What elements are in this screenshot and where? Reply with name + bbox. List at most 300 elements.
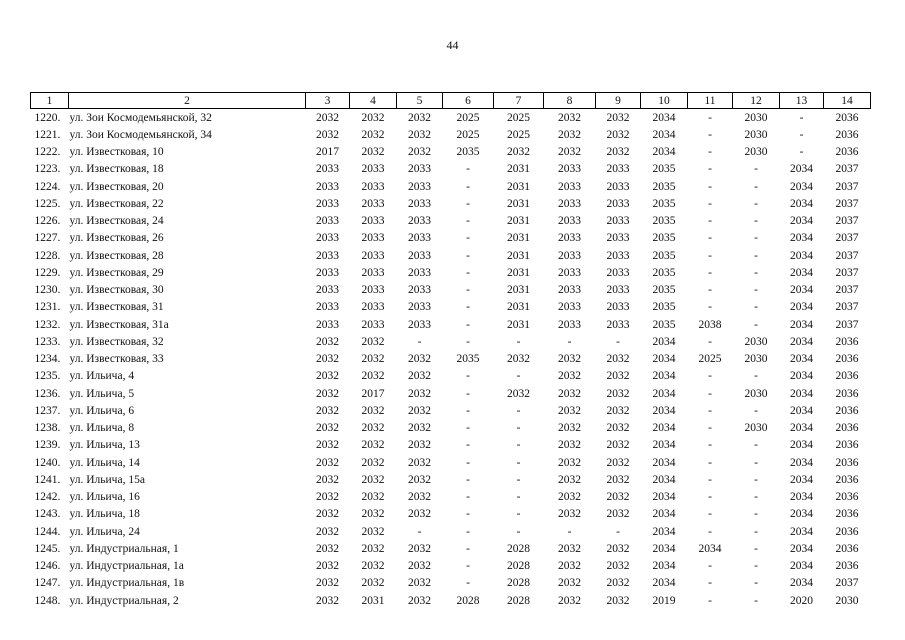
year-cell: 2035 xyxy=(652,163,676,176)
year-cell: - xyxy=(616,525,620,538)
year-cell: - xyxy=(466,456,470,469)
year-cell: 2032 xyxy=(361,542,385,555)
year-cell: 2032 xyxy=(361,439,385,452)
address-cell: ул. Ильича, 15а xyxy=(69,473,145,486)
column-header-10: 10 xyxy=(641,93,688,109)
row-number-cell: 1240. xyxy=(34,456,61,469)
year-cell: 2032 xyxy=(361,456,385,469)
year-cell: 2036 xyxy=(835,370,859,383)
year-cell: 2033 xyxy=(606,318,630,331)
year-cell: - xyxy=(754,318,758,331)
year-cell: 2037 xyxy=(835,197,859,210)
year-cell: 2019 xyxy=(652,594,676,607)
address-cell: ул. Известковая, 31а xyxy=(69,318,169,331)
year-cell: 2032 xyxy=(408,353,431,366)
column-header-8: 8 xyxy=(544,93,596,109)
year-cell: 2033 xyxy=(316,301,339,314)
year-cell: - xyxy=(516,439,521,452)
year-cell: 2035 xyxy=(456,146,480,159)
year-cell: 2036 xyxy=(835,525,859,538)
year-cell: 2033 xyxy=(558,249,581,262)
year-cell: - xyxy=(466,232,470,245)
year-cell: - xyxy=(708,525,712,538)
row-number-cell: 1232. xyxy=(34,318,61,331)
year-cell: - xyxy=(708,387,712,400)
year-cell: - xyxy=(466,577,470,590)
row-number-cell: 1234. xyxy=(34,353,61,366)
year-cell: 2032 xyxy=(408,491,431,504)
year-cell: 2032 xyxy=(606,508,630,521)
address-cell: ул. Известковая, 24 xyxy=(69,215,164,228)
year-cell: - xyxy=(754,163,758,176)
table-row xyxy=(31,454,871,471)
year-cell: 2031 xyxy=(507,232,530,245)
year-cell: 2037 xyxy=(835,266,859,279)
year-cell: - xyxy=(616,335,620,348)
address-cell: ул. Ильича, 6 xyxy=(69,404,135,417)
column-header-11: 11 xyxy=(688,93,733,109)
year-cell: 2037 xyxy=(835,318,859,331)
year-cell: 2031 xyxy=(507,301,530,314)
year-cell: 2030 xyxy=(744,128,768,141)
year-cell: 2034 xyxy=(790,387,813,400)
year-cell: 2032 xyxy=(408,439,431,452)
year-cell: 2030 xyxy=(744,422,768,435)
year-cell: 2034 xyxy=(652,439,676,452)
year-cell: 2034 xyxy=(652,128,676,141)
year-cell: - xyxy=(708,594,712,607)
year-cell: - xyxy=(417,335,422,348)
row-number-cell: 1221. xyxy=(34,128,61,141)
table-row xyxy=(31,126,871,143)
year-cell: - xyxy=(708,111,712,124)
table-row xyxy=(31,178,871,195)
year-cell: 2032 xyxy=(408,404,431,417)
year-cell: - xyxy=(466,284,470,297)
year-cell: - xyxy=(708,197,712,210)
year-cell: 2031 xyxy=(361,594,385,607)
year-cell: 2033 xyxy=(408,284,431,297)
year-cell: - xyxy=(708,284,712,297)
year-cell: - xyxy=(708,180,712,193)
year-cell: 2031 xyxy=(507,249,530,262)
year-cell: 2037 xyxy=(835,232,859,245)
address-cell: ул. Известковая, 22 xyxy=(69,197,164,210)
year-cell: 2032 xyxy=(606,422,630,435)
year-cell: 2032 xyxy=(408,473,431,486)
year-cell: 2028 xyxy=(456,594,480,607)
year-cell: 2032 xyxy=(558,111,581,124)
year-cell: 2036 xyxy=(835,422,859,435)
year-cell: 2036 xyxy=(835,456,859,469)
table-row xyxy=(31,144,871,161)
year-cell: 2025 xyxy=(507,128,530,141)
year-cell: - xyxy=(708,335,712,348)
year-cell: 2034 xyxy=(790,249,813,262)
year-cell: 2035 xyxy=(652,232,676,245)
address-cell: ул. Ильича, 14 xyxy=(69,456,140,469)
year-cell: 2032 xyxy=(558,491,581,504)
address-cell: ул. Ильича, 24 xyxy=(69,525,140,538)
year-cell: 2032 xyxy=(408,370,431,383)
year-cell: 2032 xyxy=(316,508,339,521)
table-row xyxy=(31,333,871,350)
row-number-cell: 1231. xyxy=(34,301,61,314)
year-cell: 2034 xyxy=(652,491,676,504)
year-cell: - xyxy=(708,232,712,245)
year-cell: 2034 xyxy=(790,284,813,297)
year-cell: - xyxy=(516,370,521,383)
year-cell: 2034 xyxy=(652,404,676,417)
row-number-cell: 1233. xyxy=(34,335,61,348)
column-header-5: 5 xyxy=(397,93,443,109)
year-cell: 2033 xyxy=(361,266,385,279)
address-cell: ул. Известковая, 28 xyxy=(69,249,164,262)
year-cell: 2032 xyxy=(558,560,581,573)
year-cell: 2034 xyxy=(652,560,676,573)
year-cell: 2032 xyxy=(361,128,385,141)
year-cell: 2032 xyxy=(558,404,581,417)
row-number-cell: 1246. xyxy=(34,560,61,573)
column-header-4: 4 xyxy=(350,93,397,109)
address-cell: ул. Ильича, 16 xyxy=(69,491,140,504)
year-cell: 2032 xyxy=(558,473,581,486)
year-cell: 2034 xyxy=(652,525,676,538)
year-cell: 2033 xyxy=(606,249,630,262)
year-cell: 2030 xyxy=(744,353,768,366)
column-header-7: 7 xyxy=(494,93,544,109)
year-cell: 2033 xyxy=(606,266,630,279)
year-cell: - xyxy=(466,387,470,400)
year-cell: 2034 xyxy=(652,577,676,590)
year-cell: - xyxy=(754,439,758,452)
table-row xyxy=(31,437,871,454)
table-row xyxy=(31,420,871,437)
year-cell: 2032 xyxy=(408,577,431,590)
year-cell: - xyxy=(567,525,572,538)
year-cell: 2032 xyxy=(558,370,581,383)
table-row xyxy=(31,402,871,419)
year-cell: 2034 xyxy=(790,266,813,279)
year-cell: - xyxy=(417,525,422,538)
year-cell: 2032 xyxy=(558,146,581,159)
year-cell: 2032 xyxy=(408,422,431,435)
year-cell: 2034 xyxy=(652,146,676,159)
year-cell: 2033 xyxy=(316,249,339,262)
year-cell: 2033 xyxy=(361,232,385,245)
year-cell: 2036 xyxy=(835,128,859,141)
address-cell: ул. Известковая, 30 xyxy=(69,284,164,297)
year-cell: - xyxy=(754,370,758,383)
table-row xyxy=(31,558,871,575)
year-cell: 2033 xyxy=(606,163,630,176)
address-cell: ул. Индустриальная, 1в xyxy=(69,577,185,590)
year-cell: 2033 xyxy=(361,180,385,193)
year-cell: - xyxy=(567,335,572,348)
year-cell: 2032 xyxy=(361,473,385,486)
year-cell: 2032 xyxy=(316,456,339,469)
year-cell: 2033 xyxy=(408,318,431,331)
year-cell: - xyxy=(754,473,758,486)
address-cell: ул. Известковая, 32 xyxy=(69,335,164,348)
column-header-6: 6 xyxy=(443,93,494,109)
year-cell: 2032 xyxy=(361,111,385,124)
year-cell: 2033 xyxy=(408,249,431,262)
year-cell: 2032 xyxy=(606,542,630,555)
year-cell: 2034 xyxy=(652,111,676,124)
year-cell: 2034 xyxy=(790,404,813,417)
year-cell: 2036 xyxy=(835,387,859,400)
year-cell: - xyxy=(516,473,521,486)
year-cell: - xyxy=(466,473,470,486)
table-row xyxy=(31,264,871,281)
year-cell: 2037 xyxy=(835,301,859,314)
year-cell: - xyxy=(708,508,712,521)
table-row xyxy=(31,247,871,264)
year-cell: 2034 xyxy=(652,370,676,383)
year-cell: - xyxy=(708,439,712,452)
year-cell: 2032 xyxy=(408,594,431,607)
year-cell: 2033 xyxy=(606,215,630,228)
year-cell: 2034 xyxy=(790,560,813,573)
year-cell: 2034 xyxy=(790,473,813,486)
year-cell: - xyxy=(466,542,470,555)
year-cell: - xyxy=(466,249,470,262)
year-cell: 2032 xyxy=(316,491,339,504)
year-cell: - xyxy=(516,525,521,538)
year-cell: - xyxy=(466,163,470,176)
year-cell: 2033 xyxy=(558,284,581,297)
year-cell: 2030 xyxy=(744,335,768,348)
address-cell: ул. Индустриальная, 1а xyxy=(69,560,184,573)
year-cell: - xyxy=(516,508,521,521)
year-cell: 2034 xyxy=(790,370,813,383)
year-cell: 2032 xyxy=(558,439,581,452)
year-cell: 2034 xyxy=(790,318,813,331)
year-cell: 2028 xyxy=(507,560,530,573)
table-header-row xyxy=(31,93,871,109)
year-cell: - xyxy=(516,491,521,504)
year-cell: 2033 xyxy=(606,180,630,193)
year-cell: - xyxy=(466,404,470,417)
year-cell: 2032 xyxy=(606,577,630,590)
row-number-cell: 1226. xyxy=(34,215,61,228)
year-cell: - xyxy=(466,525,470,538)
row-number-cell: 1228. xyxy=(34,249,61,262)
year-cell: 2033 xyxy=(558,232,581,245)
year-cell: 2038 xyxy=(698,318,722,331)
year-cell: 2034 xyxy=(652,456,676,469)
year-cell: 2032 xyxy=(558,594,581,607)
table-row xyxy=(31,299,871,316)
year-cell: 2032 xyxy=(558,353,581,366)
year-cell: - xyxy=(754,508,758,521)
address-cell: ул. Известковая, 33 xyxy=(69,353,164,366)
year-cell: 2032 xyxy=(361,525,385,538)
table-row xyxy=(31,161,871,178)
year-cell: 2032 xyxy=(361,577,385,590)
table-row xyxy=(31,351,871,368)
row-number-cell: 1236. xyxy=(34,387,61,400)
year-cell: - xyxy=(754,577,758,590)
year-cell: 2033 xyxy=(408,197,431,210)
year-cell: 2033 xyxy=(361,318,385,331)
year-cell: 2032 xyxy=(316,439,339,452)
year-cell: - xyxy=(754,215,758,228)
year-cell: 2032 xyxy=(606,560,630,573)
year-cell: 2025 xyxy=(698,353,722,366)
year-cell: 2034 xyxy=(652,473,676,486)
year-cell: - xyxy=(754,197,758,210)
table-row xyxy=(31,489,871,506)
year-cell: - xyxy=(466,215,470,228)
address-cell: ул. Индустриальная, 2 xyxy=(69,594,179,607)
year-cell: - xyxy=(466,439,470,452)
year-cell: 2025 xyxy=(507,111,530,124)
row-number-cell: 1248. xyxy=(34,594,61,607)
address-cell: ул. Ильича, 13 xyxy=(69,439,140,452)
year-cell: 2032 xyxy=(606,146,630,159)
year-cell: 2034 xyxy=(790,525,813,538)
address-cell: ул. Ильича, 18 xyxy=(69,508,140,521)
year-cell: 2035 xyxy=(652,215,676,228)
year-cell: 2032 xyxy=(408,560,431,573)
year-cell: 2032 xyxy=(316,111,339,124)
address-cell: ул. Зои Космодемьянской, 32 xyxy=(69,111,212,124)
year-cell: - xyxy=(466,180,470,193)
year-cell: 2032 xyxy=(316,335,339,348)
year-cell: - xyxy=(708,456,712,469)
year-cell: 2032 xyxy=(408,146,431,159)
year-cell: 2031 xyxy=(507,266,530,279)
year-cell: 2033 xyxy=(408,266,431,279)
table-row xyxy=(31,592,871,609)
year-cell: 2033 xyxy=(361,249,385,262)
year-cell: 2033 xyxy=(316,232,339,245)
year-cell: 2031 xyxy=(507,284,530,297)
year-cell: 2033 xyxy=(361,301,385,314)
year-cell: 2034 xyxy=(790,335,813,348)
year-cell: 2034 xyxy=(790,301,813,314)
table-row xyxy=(31,282,871,299)
year-cell: 2032 xyxy=(606,456,630,469)
year-cell: 2032 xyxy=(316,422,339,435)
year-cell: - xyxy=(708,146,712,159)
year-cell: 2036 xyxy=(835,404,859,417)
year-cell: 2032 xyxy=(558,422,581,435)
year-cell: 2028 xyxy=(507,594,530,607)
year-cell: 2033 xyxy=(361,163,385,176)
year-cell: 2028 xyxy=(507,542,530,555)
year-cell: 2033 xyxy=(408,180,431,193)
row-number-cell: 1223. xyxy=(34,163,61,176)
year-cell: 2030 xyxy=(744,111,768,124)
year-cell: 2032 xyxy=(606,128,630,141)
table-row xyxy=(31,471,871,488)
year-cell: 2033 xyxy=(558,215,581,228)
year-cell: 2037 xyxy=(835,163,859,176)
year-cell: 2035 xyxy=(652,266,676,279)
year-cell: 2032 xyxy=(558,508,581,521)
year-cell: 2032 xyxy=(606,439,630,452)
year-cell: 2025 xyxy=(456,111,480,124)
year-cell: - xyxy=(799,146,804,159)
year-cell: 2035 xyxy=(456,353,480,366)
row-number-cell: 1243. xyxy=(34,508,61,521)
year-cell: - xyxy=(708,422,712,435)
table-row xyxy=(31,368,871,385)
year-cell: 2032 xyxy=(361,353,385,366)
year-cell: - xyxy=(754,594,758,607)
year-cell: 2017 xyxy=(361,387,385,400)
year-cell: 2032 xyxy=(606,370,630,383)
year-cell: 2032 xyxy=(316,473,339,486)
year-cell: 2034 xyxy=(790,353,813,366)
year-cell: 2033 xyxy=(316,197,339,210)
year-cell: - xyxy=(708,560,712,573)
year-cell: - xyxy=(516,335,521,348)
year-cell: 2034 xyxy=(652,335,676,348)
table-row xyxy=(31,523,871,540)
year-cell: 2032 xyxy=(316,370,339,383)
year-cell: 2032 xyxy=(316,542,339,555)
year-cell: 2033 xyxy=(606,197,630,210)
year-cell: 2032 xyxy=(361,146,385,159)
year-cell: 2037 xyxy=(835,577,859,590)
year-cell: - xyxy=(799,128,804,141)
year-cell: 2032 xyxy=(408,111,431,124)
row-number-cell: 1245. xyxy=(34,542,61,555)
year-cell: 2032 xyxy=(408,456,431,469)
year-cell: 2033 xyxy=(558,266,581,279)
year-cell: 2032 xyxy=(361,560,385,573)
year-cell: 2033 xyxy=(316,266,339,279)
year-cell: 2032 xyxy=(316,128,339,141)
year-cell: 2034 xyxy=(652,542,676,555)
year-cell: 2032 xyxy=(316,560,339,573)
address-cell: ул. Ильича, 8 xyxy=(69,422,135,435)
year-cell: 2032 xyxy=(316,404,339,417)
year-cell: 2033 xyxy=(408,163,431,176)
year-cell: 2036 xyxy=(835,439,859,452)
year-cell: 2033 xyxy=(408,215,431,228)
year-cell: 2033 xyxy=(606,301,630,314)
address-cell: ул. Известковая, 31 xyxy=(69,301,164,314)
year-cell: 2033 xyxy=(558,197,581,210)
year-cell: 2037 xyxy=(835,249,859,262)
year-cell: 2036 xyxy=(835,560,859,573)
year-cell: 2036 xyxy=(835,542,859,555)
year-cell: 2036 xyxy=(835,335,859,348)
table-row xyxy=(31,506,871,523)
row-number-cell: 1241. xyxy=(34,473,61,486)
address-cell: ул. Индустриальная, 1 xyxy=(69,542,179,555)
year-cell: 2020 xyxy=(790,594,813,607)
year-cell: - xyxy=(466,560,470,573)
year-cell: 2031 xyxy=(507,180,530,193)
table-row xyxy=(31,230,871,247)
year-cell: 2033 xyxy=(361,284,385,297)
year-cell: 2033 xyxy=(361,215,385,228)
year-cell: 2034 xyxy=(790,491,813,504)
year-cell: 2031 xyxy=(507,197,530,210)
year-cell: 2033 xyxy=(408,301,431,314)
year-cell: 2032 xyxy=(606,353,630,366)
column-header-3: 3 xyxy=(306,93,350,109)
row-number-cell: 1238. xyxy=(34,422,61,435)
table-row xyxy=(31,385,871,402)
row-number-cell: 1237. xyxy=(34,404,61,417)
